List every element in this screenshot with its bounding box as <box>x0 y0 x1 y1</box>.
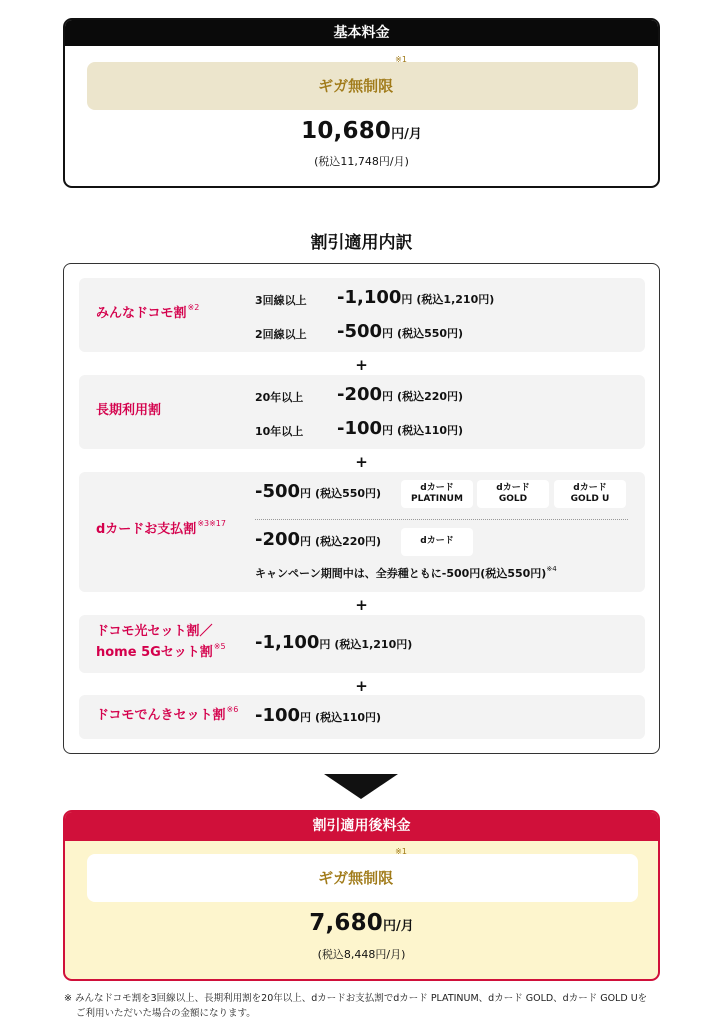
after-price-unit: 円/月 <box>383 919 414 934</box>
plus-sign: + <box>355 596 368 614</box>
after-discount-header: 割引適用後料金 <box>65 812 658 841</box>
discount-label-dcard <box>96 520 226 541</box>
discount-amount <box>337 321 463 342</box>
discount-amount <box>255 529 381 550</box>
discount-amount <box>255 705 381 726</box>
yen-unit: 円 <box>382 390 394 403</box>
yen-unit: 円 <box>300 535 312 548</box>
discount-value: -1,100 <box>255 632 320 653</box>
discount-amount <box>255 632 412 653</box>
card-badge-line: dカード <box>420 482 454 493</box>
discount-note: ※5 <box>213 641 226 651</box>
discount-label-hikari <box>96 622 226 664</box>
campaign-footnote-ref: ※4 <box>546 565 557 573</box>
discount-row-minna <box>79 278 645 352</box>
discount-row-hikari <box>79 615 645 673</box>
card-badge-platinum <box>401 480 473 508</box>
after-discount-box <box>63 810 660 981</box>
discount-label-minna <box>96 304 199 325</box>
discount-value: -100 <box>337 418 383 439</box>
yen-unit: 円 <box>401 293 413 306</box>
discount-amount <box>337 384 463 405</box>
campaign-note <box>255 565 557 581</box>
discount-breakdown-box <box>63 263 660 754</box>
condition-text: 2回線以上 <box>255 328 307 341</box>
after-price-value: 7,680 <box>309 910 383 936</box>
discount-row-denki <box>79 695 645 739</box>
plus-sign: + <box>355 677 368 695</box>
card-badge-gold-u <box>554 480 626 508</box>
discount-amount <box>337 287 494 308</box>
down-arrow-icon <box>324 774 398 799</box>
yen-unit: 円 <box>300 487 312 500</box>
dotted-divider <box>255 519 628 520</box>
base-price-box <box>63 18 660 188</box>
card-badge-line: dカード <box>573 482 607 493</box>
after-price <box>65 910 658 936</box>
discount-value: -100 <box>255 705 301 726</box>
card-badge-regular: dカード <box>401 528 473 556</box>
card-badge-line: PLATINUM <box>411 494 463 504</box>
discount-note: ※3※17 <box>197 519 226 528</box>
tax-included: (税込220円) <box>397 390 464 403</box>
discount-label-text: dカードお支払割 <box>96 522 197 537</box>
condition-text: 3回線以上 <box>255 294 307 307</box>
tax-included: (税込110円) <box>315 711 382 724</box>
footnote-line: ご利用いただいた場合の金額になります。 <box>76 1007 256 1019</box>
tax-included: (税込550円) <box>397 327 464 340</box>
base-price-unit: 円/月 <box>391 127 422 142</box>
base-plan-name: ギガ無制限 <box>318 77 394 95</box>
discount-label-denki <box>96 706 238 727</box>
card-badge-line: GOLD U <box>570 494 610 504</box>
discount-row-dcard <box>79 472 645 592</box>
yen-unit: 円 <box>319 638 331 651</box>
base-plan-note: ※1 <box>395 55 407 64</box>
discount-label-text: ドコモ光セット割／ <box>96 624 213 639</box>
condition-text: 20年以上 <box>255 391 304 404</box>
discount-value: -200 <box>337 384 383 405</box>
discount-label-text: home 5Gセット割 <box>96 644 213 660</box>
after-plan-note: ※1 <box>395 847 407 856</box>
card-badge-line: dカード <box>496 482 530 493</box>
after-price-tax: (税込8,448円/月) <box>317 948 406 961</box>
discount-value: -500 <box>255 481 301 502</box>
discount-note: ※6 <box>226 705 239 714</box>
after-plan-name: ギガ無制限 <box>318 869 394 887</box>
base-price-value: 10,680 <box>301 118 392 144</box>
base-plan-pill <box>87 55 638 110</box>
card-badge-gold <box>477 480 549 508</box>
campaign-text: キャンペーン期間中は、全券種ともに-500円(税込550円) <box>255 567 547 580</box>
discount-label-text: ドコモでんきセット割 <box>96 708 226 723</box>
yen-unit: 円 <box>382 327 394 340</box>
plus-sign: + <box>355 356 368 374</box>
tax-included: (税込550円) <box>315 487 382 500</box>
condition-text: 10年以上 <box>255 425 304 438</box>
discount-label-text: みんなドコモ割 <box>96 306 187 321</box>
yen-unit: 円 <box>300 711 312 724</box>
plus-sign: + <box>355 453 368 471</box>
discount-value: -200 <box>255 529 301 550</box>
footnote <box>64 992 684 1021</box>
tax-included: (税込1,210円) <box>416 293 495 306</box>
card-badge-line: GOLD <box>498 494 528 504</box>
discount-amount <box>255 481 381 502</box>
tax-included: (税込220円) <box>315 535 382 548</box>
yen-unit: 円 <box>382 424 394 437</box>
discount-row-choki <box>79 375 645 449</box>
tax-included: (税込1,210円) <box>334 638 413 651</box>
discount-value: -500 <box>337 321 383 342</box>
base-price-header: 基本料金 <box>65 20 658 46</box>
base-price-tax: (税込11,748円/月) <box>314 155 409 168</box>
tax-included: (税込110円) <box>397 424 464 437</box>
discount-note: ※2 <box>187 303 200 312</box>
discount-amount <box>337 418 463 439</box>
footnote-line: ※ みんなドコモ割を3回線以上、長期利用割を20年以上、dカードお支払割でdカード PLATINUM、dカード GOLD、dカード GOLD Uを <box>64 993 648 1004</box>
after-plan-pill <box>87 847 638 902</box>
discount-label-choki: 長期利用割 <box>96 403 162 418</box>
base-price <box>65 118 658 144</box>
breakdown-title: 割引適用内訳 <box>310 233 413 253</box>
discount-value: -1,100 <box>337 287 402 308</box>
